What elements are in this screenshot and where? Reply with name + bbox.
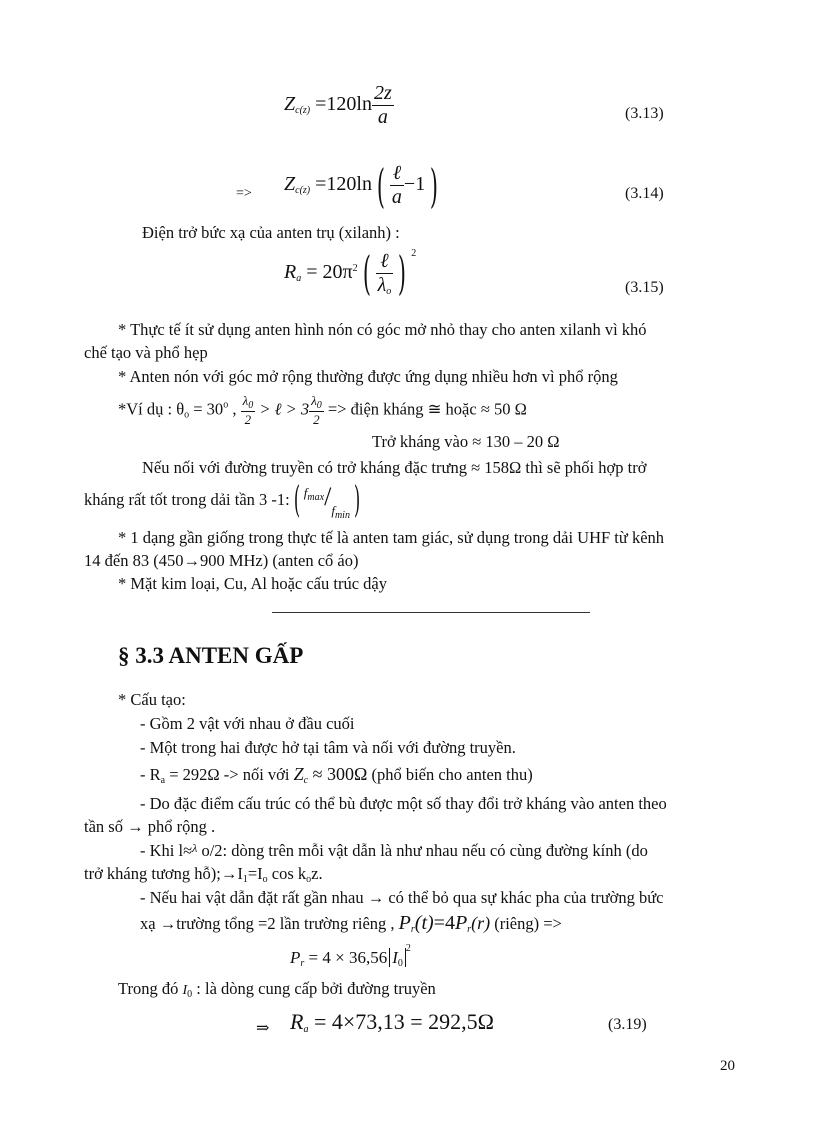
- sub: 1: [242, 874, 248, 885]
- text: cos k: [267, 864, 307, 883]
- list-item: tần số → phổ rộng .: [84, 817, 216, 836]
- sub: 0: [187, 989, 193, 1000]
- paren-close: ): [353, 480, 361, 522]
- lambda: λ: [377, 273, 387, 296]
- sub: a: [160, 775, 166, 786]
- list-item: - Một trong hai được hở tại tâm và nối với đường truyền.: [140, 738, 516, 757]
- equation-number: (3.14): [625, 185, 664, 202]
- text: kháng rất tốt trong dải tần 3 -1:: [84, 490, 290, 509]
- f: f: [331, 503, 335, 518]
- section-heading: [118, 643, 303, 669]
- numerator: [241, 393, 256, 412]
- text: - R: [140, 765, 161, 784]
- text: (riêng) =>: [490, 914, 562, 933]
- fmin: [331, 503, 350, 521]
- text: - Khi l≈: [140, 841, 193, 860]
- example-line: [118, 393, 527, 428]
- sub: 0: [397, 958, 403, 969]
- f: f: [303, 485, 308, 500]
- slash: /: [324, 482, 332, 511]
- fraction: [241, 393, 256, 428]
- sub: r: [300, 958, 305, 969]
- eq-lhs-sub: c(z): [295, 105, 311, 117]
- equation-3-13: [284, 82, 394, 129]
- paren-open: (: [362, 246, 371, 301]
- paragraph: Nếu nối với đường truyền có trở kháng đặc trưng ≈ 158Ω thì sẽ phối hợp trở: [142, 458, 647, 477]
- eq-lhs: R: [284, 261, 297, 283]
- degree-sup: o: [223, 399, 229, 411]
- lambda: λ: [311, 393, 317, 408]
- arg: (t): [414, 912, 434, 934]
- paragraph: 14 đến 83 (450→900 MHz) (anten cổ áo): [84, 551, 359, 570]
- abs-value: [389, 948, 406, 967]
- equation-3-15: [284, 246, 417, 301]
- eq-tail: −1: [403, 173, 426, 196]
- lambda: λ: [242, 393, 249, 408]
- eq-rhs: = 20π: [306, 261, 353, 283]
- page-number: 20: [720, 1058, 735, 1074]
- fraction: [309, 393, 324, 428]
- equation-3-14: [284, 158, 443, 213]
- denominator: [376, 274, 394, 297]
- lambda: λ: [192, 841, 198, 855]
- divider: [272, 612, 590, 613]
- fraction: [376, 250, 394, 297]
- list-item: [140, 841, 648, 861]
- list-item: [140, 764, 533, 786]
- sub: r: [410, 924, 415, 935]
- sub: o: [306, 874, 312, 885]
- eq-lhs: R: [290, 1009, 304, 1034]
- sub: r: [467, 924, 472, 935]
- list-item: - Do đặc điểm cấu trúc có thể bù được một số thay đổi trở kháng vào anten theo: [140, 794, 667, 813]
- example-text: *Ví dụ : θ: [118, 399, 185, 419]
- paren-close: ): [398, 246, 407, 301]
- equation-number: (3.15): [625, 279, 664, 296]
- f-sub: min: [334, 510, 350, 521]
- implies-arrow: =>: [236, 186, 252, 201]
- paragraph: [84, 482, 364, 521]
- list-item: - Gồm 2 vật với nhau ở đầu cuối: [140, 714, 355, 733]
- arg: (r): [471, 913, 491, 933]
- paren-open: (: [376, 158, 385, 213]
- sub: o: [262, 874, 268, 885]
- paragraph: * 1 dạng gần giống trong thực tế là anten tam giác, sử dụng trong dải UHF từ kênh: [118, 528, 665, 547]
- numerator: ℓ: [376, 250, 394, 274]
- eq-rhs: =120ln: [315, 93, 372, 116]
- p-symbol: P: [454, 912, 468, 934]
- denominator: 2: [244, 412, 252, 427]
- text: o/2: dòng trên mỗi vật dẫn là như nhau nếu có cùng đường kính (do: [197, 841, 648, 860]
- numerator: ℓ: [390, 162, 404, 186]
- text: trở kháng tương hỗ);→I: [84, 864, 243, 883]
- denominator: 2: [313, 412, 320, 427]
- equation-number: (3.19): [608, 1016, 647, 1033]
- equation-3-19: [290, 1009, 494, 1035]
- theta-sub: o: [184, 409, 190, 421]
- eq-lhs: Z: [284, 93, 296, 116]
- z-symbol: Z: [293, 764, 304, 784]
- text: =I: [247, 864, 263, 883]
- text: : là dòng cung cấp bởi đường truyền: [192, 979, 436, 998]
- example-text: ,: [228, 399, 237, 419]
- outer-sup: 2: [411, 248, 417, 259]
- fraction: [372, 82, 394, 129]
- text: =4: [433, 912, 455, 934]
- example-text: => điện kháng ≅ hoặc ≈ 50 Ω: [323, 399, 527, 419]
- section-title: § 3.3 ANTEN GẤP: [118, 643, 304, 668]
- paragraph: * Anten nón với góc mở rộng thường được ứng dụng nhiều hơn vì phổ rộng: [118, 367, 618, 386]
- text: = 292Ω -> nối với: [165, 765, 294, 784]
- i-symbol: I: [392, 948, 398, 967]
- f-sub: max: [307, 492, 325, 503]
- paragraph: Trở kháng vào ≈ 130 – 20 Ω: [372, 432, 560, 451]
- lambda-sub: 0: [248, 400, 254, 411]
- numerator: [309, 393, 324, 412]
- eq-lhs: Z: [284, 173, 296, 196]
- lambda-sub: o: [386, 285, 392, 297]
- text: ≈ 300Ω: [308, 764, 368, 784]
- eq-lhs-sub: a: [296, 273, 302, 284]
- eq-rhs: = 4 × 36,56: [304, 948, 388, 967]
- sup: 2: [405, 943, 411, 954]
- paragraph: chế tạo và phổ hẹp: [84, 343, 208, 362]
- inequality: > ℓ > 3: [255, 399, 310, 419]
- list-item: - Nếu hai vật dẫn đặt rất gần nhau → có thể bỏ qua sự khác pha của trường bức: [140, 888, 664, 907]
- eq-rhs: =120ln: [315, 173, 372, 196]
- lambda-sub: 0: [316, 400, 322, 411]
- fmax: [303, 485, 325, 503]
- numerator: 2z: [373, 82, 392, 104]
- eq-rhs: = 4×73,13 = 292,5Ω: [308, 1009, 495, 1034]
- equation-number: (3.13): [625, 105, 664, 122]
- denominator: a: [391, 186, 402, 208]
- text: Trong đó: [118, 979, 183, 998]
- text: xạ →trường tổng =2 lần trường riêng ,: [140, 914, 399, 933]
- equation-pr: [290, 943, 411, 969]
- example-text: = 30: [189, 399, 224, 419]
- fraction: [390, 162, 404, 209]
- implies-arrow: ⇒: [256, 1020, 270, 1037]
- sub: c: [303, 775, 309, 786]
- paragraph: * Thực tế ít sử dụng anten hình nón có góc mở nhỏ thay cho anten xilanh vì khó: [118, 320, 647, 339]
- eq-sup: 2: [352, 263, 358, 274]
- sub: a: [303, 1024, 309, 1035]
- denominator: a: [377, 106, 388, 128]
- p-symbol: P: [398, 912, 411, 934]
- paragraph: Điện trở bức xạ của anten trụ (xilanh) :: [142, 223, 400, 242]
- list-item: [140, 912, 562, 935]
- paragraph: * Cấu tạo:: [118, 690, 186, 709]
- paragraph: * Mặt kim loại, Cu, Al hoặc cấu trúc dậy: [118, 574, 387, 593]
- list-item: [84, 864, 323, 885]
- text: (phổ biến cho anten thu): [367, 765, 533, 784]
- eq-lhs-sub: c(z): [295, 185, 311, 197]
- eq-lhs: P: [290, 948, 301, 967]
- text: z.: [311, 864, 323, 883]
- paragraph: [118, 979, 436, 1000]
- paren-close: ): [430, 158, 439, 213]
- paren-open: (: [293, 480, 300, 522]
- i-symbol: I: [182, 983, 188, 998]
